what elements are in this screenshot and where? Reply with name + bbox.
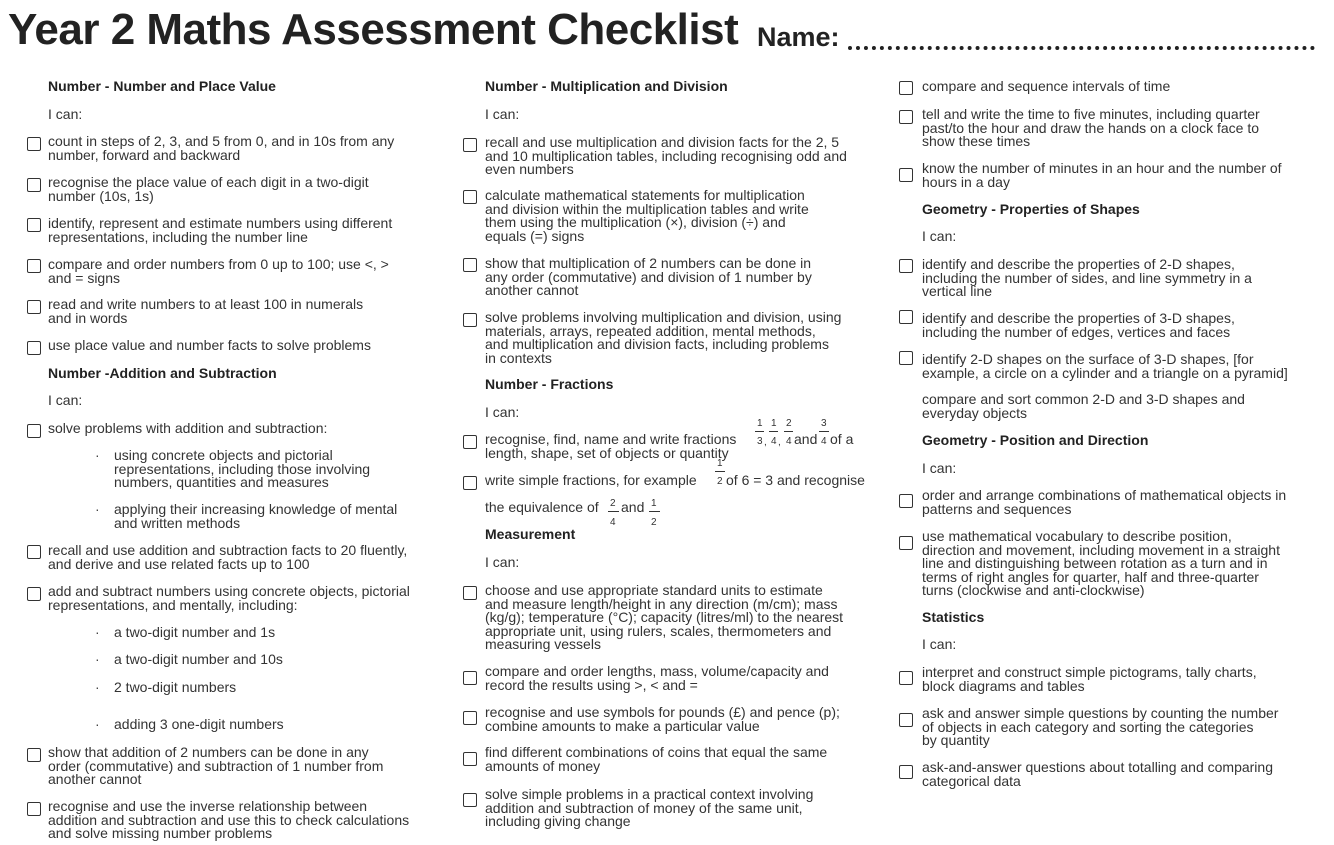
text-line: count in steps of 2, 3, and 5 from 0, and in 10s from any: [48, 133, 395, 149]
sub-item: [114, 503, 397, 530]
text-block: [48, 544, 407, 571]
text-line: interpret and construct simple pictograms, tally charts,: [922, 664, 1257, 680]
sub-item: [114, 449, 370, 490]
fraction-separator: ,: [778, 437, 781, 448]
checkbox[interactable]: [27, 424, 41, 438]
fraction-denominator: 4: [610, 517, 616, 528]
text-line: everyday objects: [922, 404, 1028, 421]
text-line: addition and subtraction and use this to check calculations: [48, 811, 410, 828]
checkbox[interactable]: [899, 713, 913, 727]
text-line: including the number of edges, vertices and faces: [922, 323, 1231, 340]
text-line: representations, including the number line: [48, 228, 308, 245]
text-line: and measure length/height in any direction (m/cm); mass: [485, 595, 838, 612]
checkbox[interactable]: [463, 586, 477, 600]
checkbox[interactable]: [27, 802, 41, 816]
text-line: identify and describe the properties of 3-D shapes,: [922, 310, 1235, 326]
text-line: equals (=) signs: [485, 227, 585, 244]
i-can-label: I can:: [485, 404, 520, 420]
checkbox[interactable]: [899, 168, 913, 182]
text-line: show these times: [922, 133, 1031, 149]
text-line: another cannot: [485, 282, 579, 298]
heading-addition-subtraction: Number -Addition and Subtraction: [48, 365, 277, 381]
text-line: appropriate unit, using rulers, scales, thermometers and: [485, 622, 832, 639]
text-line: block diagrams and tables: [922, 677, 1085, 694]
text-block: [485, 257, 812, 298]
checkbox[interactable]: [899, 259, 913, 273]
text-block: [48, 135, 394, 162]
page-title: Year 2 Maths Assessment Checklist: [8, 5, 739, 54]
text-line: applying their increasing knowledge of mental: [114, 501, 398, 517]
name-field[interactable]: [848, 46, 1315, 50]
text-line: solve problems with addition and subtraction:: [48, 420, 328, 436]
text-line: in contexts: [485, 349, 552, 366]
bullet: ·: [95, 716, 100, 732]
fraction-denominator: 4: [821, 436, 827, 447]
text-line: solve problems involving multiplication and division, using: [485, 309, 842, 325]
text-line: recognise, find, name and write fractions: [485, 431, 737, 447]
bullet: ·: [95, 624, 100, 640]
text-line: (kg/g); temperature (°C); capacity (litres/ml) to the nearest: [485, 609, 844, 625]
text-line: turns (clockwise and anti-clockwise): [922, 582, 1145, 598]
text-line: terms of right angles for quarter, half and three-quarter: [922, 568, 1259, 585]
text-line: find different combinations of coins that equal the same: [485, 744, 828, 760]
text-line: number, forward and backward: [48, 146, 241, 163]
checkbox[interactable]: [27, 259, 41, 273]
text-line: write simple fractions, for example: [485, 472, 697, 488]
text-block: [485, 584, 843, 652]
text-block: [485, 746, 827, 773]
text-line: example, a circle on a cylinder and a triangle on a pyramid]: [922, 364, 1288, 381]
fraction-numerator: 3: [821, 418, 827, 429]
text-line: by quantity: [922, 732, 990, 748]
fraction-numerator: 1: [717, 458, 723, 469]
text-line: direction and movement, including movement in a straight: [922, 541, 1280, 558]
text-line: categorical data: [922, 772, 1021, 789]
text-line: record the results using >, < and =: [485, 676, 698, 693]
sub-item: 2 two-digit numbers: [114, 679, 237, 695]
bullet: ·: [95, 679, 100, 695]
text-line: hours in a day: [922, 173, 1010, 190]
text-line: calculate mathematical statements for multiplication: [485, 187, 805, 203]
text-block: [922, 312, 1235, 339]
fraction-separator: ,: [764, 437, 767, 448]
checkbox[interactable]: [463, 793, 477, 807]
text-line: choose and use appropriate standard units to estimate: [485, 582, 823, 598]
text-block: [48, 258, 389, 285]
text-block: [922, 258, 1252, 299]
text-line: add and subtract numbers using concrete objects, pictorial: [48, 583, 410, 599]
checkbox[interactable]: [463, 138, 477, 152]
checkbox[interactable]: [463, 313, 477, 327]
text-block: [485, 665, 829, 692]
heading-place-value: Number - Number and Place Value: [48, 78, 276, 94]
text-line: read and write numbers to at least 100 in numerals: [48, 296, 364, 312]
text-line: combine amounts to make a particular value: [485, 717, 760, 734]
text-block: [48, 585, 410, 612]
fraction-denominator: 4: [771, 436, 777, 447]
fraction-denominator: 2: [651, 517, 657, 528]
text-line: order (commutative) and subtraction of 1 number from: [48, 757, 384, 774]
text-line: past/to the hour and draw the hands on a clock face to: [922, 119, 1259, 136]
text-block: [485, 189, 809, 243]
text-line: addition and subtraction of money of the same unit,: [485, 799, 803, 816]
text-block: [922, 530, 1280, 598]
fraction-bar: [755, 431, 764, 432]
text-line: any order (commutative) and division of 1 number by: [485, 268, 812, 285]
checkbox[interactable]: [27, 178, 41, 192]
checkbox[interactable]: [27, 137, 41, 151]
text-block: [485, 706, 840, 733]
i-can-label: I can:: [922, 636, 957, 652]
checkbox[interactable]: [463, 711, 477, 725]
text-block: [48, 217, 392, 244]
fraction-bar: [649, 511, 660, 512]
text-line: line and distinguishing between rotation as a turn and in: [922, 555, 1268, 571]
checkbox[interactable]: [899, 310, 913, 324]
text-line: know the number of minutes in an hour and the number of: [922, 160, 1282, 176]
text-line: them using the multiplication (×), division (÷) and: [485, 214, 786, 230]
text-line: and 10 multiplication tables, including recognising odd and: [485, 147, 847, 164]
text-line: order and arrange combinations of mathematical objects in: [922, 487, 1287, 503]
text-block: [922, 707, 1278, 748]
fraction-bar: [608, 511, 619, 512]
text-line: and multiplication and division facts, including problems: [485, 336, 829, 352]
text-block: [48, 746, 383, 787]
text-line: recognise and use symbols for pounds (£) and pence (p);: [485, 704, 840, 720]
text-block: [485, 788, 813, 829]
fraction-denominator: 4: [786, 436, 792, 447]
text-block: [922, 353, 1288, 380]
fraction-bar: [769, 431, 778, 432]
i-can-label: I can:: [922, 228, 957, 244]
text-line: another cannot: [48, 771, 142, 787]
heading-position-direction: Geometry - Position and Direction: [922, 432, 1149, 448]
text-line: ask-and-answer questions about totalling and comparing: [922, 759, 1273, 775]
text-line: and solve missing number problems: [48, 825, 273, 841]
checkbox[interactable]: [463, 435, 477, 449]
checkbox[interactable]: [899, 765, 913, 779]
heading-multiplication-division: Number - Multiplication and Division: [485, 78, 728, 94]
text-line: and derive and use related facts up to 100: [48, 555, 310, 572]
checkbox[interactable]: [27, 587, 41, 601]
text-line: and in words: [48, 309, 128, 326]
text-line: even numbers: [485, 161, 574, 177]
text-line: including giving change: [485, 813, 631, 829]
fraction-denominator: 2: [717, 476, 723, 487]
text-line: recognise and use the inverse relationship between: [48, 798, 368, 814]
fraction-numerator: 2: [786, 418, 792, 429]
checkbox[interactable]: [27, 545, 41, 559]
text-line: length, shape, set of objects or quantity: [485, 445, 729, 461]
text-line: ask and answer simple questions by counting the number: [922, 705, 1279, 721]
text-line: vertical line: [922, 283, 993, 299]
fraction-denominator: 3: [757, 436, 763, 447]
i-can-label: I can:: [485, 554, 520, 570]
checkbox[interactable]: [463, 752, 477, 766]
checkbox[interactable]: [27, 748, 41, 762]
heading-properties-of-shapes: Geometry - Properties of Shapes: [922, 201, 1140, 217]
text-line: compare and sequence intervals of time: [922, 78, 1171, 94]
checkbox[interactable]: [463, 190, 477, 204]
text-line: and division within the multiplication tables and write: [485, 200, 809, 217]
i-can-label: I can:: [48, 392, 83, 408]
i-can-label: I can:: [48, 106, 83, 122]
name-label: Name:: [757, 22, 840, 52]
i-can-label: I can:: [922, 460, 957, 476]
text-line: and: [621, 499, 645, 515]
text-line: solve simple problems in a practical context involving: [485, 786, 814, 802]
sub-item: a two-digit number and 10s: [114, 651, 283, 667]
text-line: and = signs: [48, 269, 120, 286]
text-line: of objects in each category and sorting the categories: [922, 718, 1254, 735]
text-line: of 6 = 3 and recognise: [726, 472, 865, 488]
fraction-numerator: 1: [651, 498, 657, 509]
checkbox[interactable]: [463, 671, 477, 685]
text-line: recall and use multiplication and division facts for the 2, 5: [485, 134, 840, 150]
heading-measurement: Measurement: [485, 526, 576, 542]
text-line: amounts of money: [485, 757, 601, 774]
checkbox[interactable]: [899, 81, 913, 95]
text-line: compare and order lengths, mass, volume/capacity and: [485, 663, 829, 679]
text-block: [922, 761, 1273, 788]
text-block: [922, 666, 1257, 693]
text-line: number (10s, 1s): [48, 187, 154, 204]
text-block: [922, 108, 1260, 149]
checkbox[interactable]: [899, 494, 913, 508]
fraction-bar: [715, 471, 725, 472]
text-line: show that multiplication of 2 numbers can be done in: [485, 255, 812, 271]
text-line: compare and sort common 2-D and 3-D shapes and: [922, 391, 1245, 407]
checkbox[interactable]: [899, 671, 913, 685]
bullet: ·: [95, 447, 100, 463]
text-line: identify, represent and estimate numbers using different: [48, 215, 393, 231]
sub-item: a two-digit number and 1s: [114, 624, 276, 640]
text-line: including the number of sides, and line symmetry in a: [922, 269, 1252, 286]
bullet: ·: [95, 651, 100, 667]
text-line: of a: [830, 431, 854, 447]
text-line: representations, including those involving: [114, 460, 371, 477]
fraction-numerator: 2: [610, 498, 616, 509]
text-line: measuring vessels: [485, 636, 601, 652]
text-line: show that addition of 2 numbers can be done in any: [48, 744, 369, 760]
fraction-bar: [819, 431, 829, 432]
text-line: and written methods: [114, 514, 241, 531]
fraction-bar: [784, 431, 793, 432]
text-line: recall and use addition and subtraction facts to 20 fluently,: [48, 542, 408, 558]
heading-statistics: Statistics: [922, 609, 985, 625]
text-block: [922, 489, 1286, 516]
text-block: [48, 176, 369, 203]
fraction-numerator: 1: [757, 418, 763, 429]
text-line: using concrete objects and pictorial: [114, 447, 333, 463]
text-block: [48, 800, 409, 841]
text-line: numbers, quantities and measures: [114, 474, 329, 490]
checkbox[interactable]: [27, 341, 41, 355]
text-block: [922, 162, 1282, 189]
heading-fractions: Number - Fractions: [485, 376, 614, 392]
text-line: identify and describe the properties of 2-D shapes,: [922, 256, 1235, 272]
text-line: and: [794, 431, 818, 447]
checkbox[interactable]: [899, 110, 913, 124]
text-line: use mathematical vocabulary to describe position,: [922, 528, 1232, 544]
sub-item: adding 3 one-digit numbers: [114, 716, 284, 732]
text-line: recognise the place value of each digit in a two-digit: [48, 174, 369, 190]
text-line: patterns and sequences: [922, 500, 1072, 517]
text-line: the equivalence of: [485, 499, 599, 515]
checkbox[interactable]: [899, 351, 913, 365]
text-block: [48, 298, 363, 325]
text-line: materials, arrays, repeated addition, mental methods,: [485, 322, 816, 339]
bullet: ·: [95, 501, 100, 517]
checkbox[interactable]: [27, 218, 41, 232]
text-line: compare and order numbers from 0 up to 100; use <, >: [48, 256, 389, 272]
checkbox[interactable]: [899, 536, 913, 550]
checkbox[interactable]: [27, 300, 41, 314]
checkbox[interactable]: [463, 258, 477, 272]
fraction-numerator: 1: [771, 418, 777, 429]
text-line: tell and write the time to five minutes, including quarter: [922, 106, 1260, 122]
i-can-label: I can:: [485, 106, 520, 122]
compare-sort-text: [922, 393, 1245, 420]
text-block: [485, 136, 847, 177]
checkbox[interactable]: [463, 476, 477, 490]
text-line: use place value and number facts to solve problems: [48, 337, 371, 353]
text-line: identify 2-D shapes on the surface of 3-D shapes, [for: [922, 351, 1254, 367]
text-block: [485, 311, 841, 365]
text-line: representations, and mentally, including:: [48, 596, 298, 613]
